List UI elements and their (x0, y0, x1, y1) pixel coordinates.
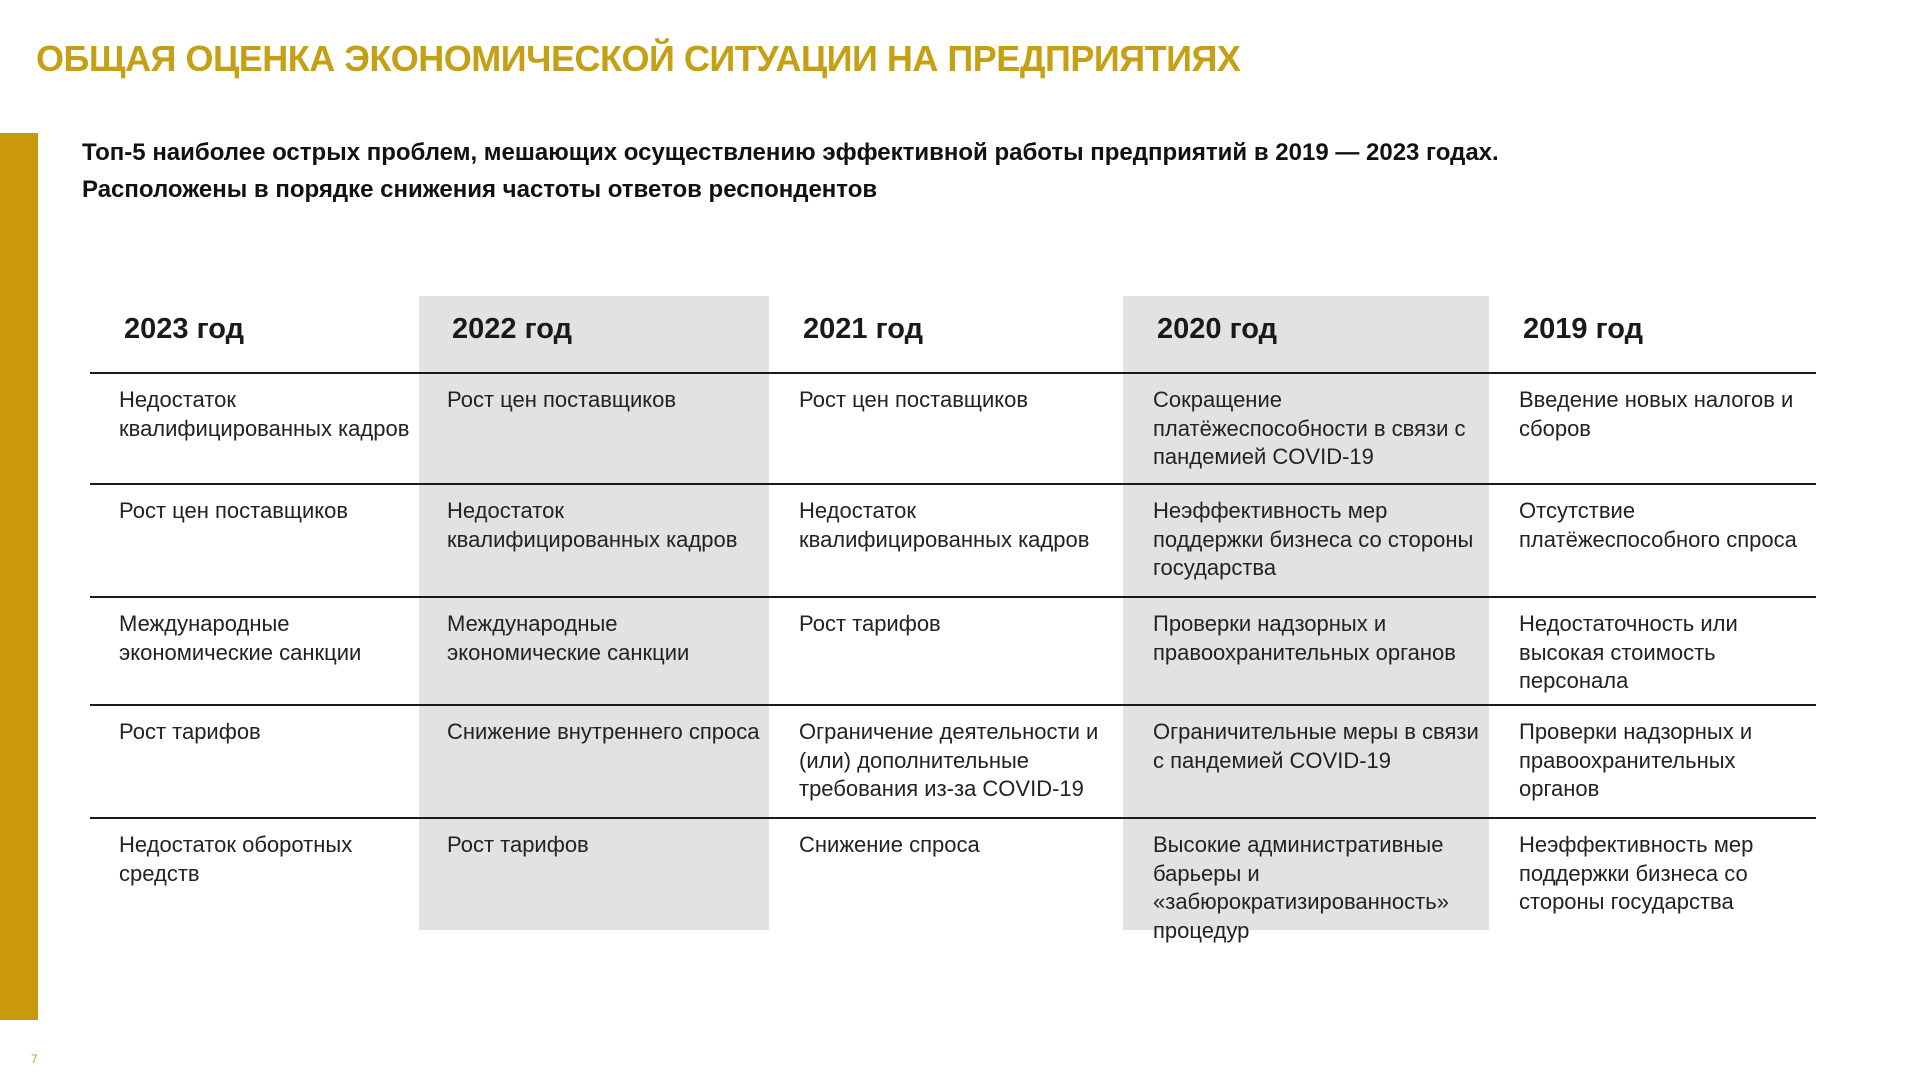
table-cell: Проверки надзорных и правоохранительных органов (1153, 611, 1456, 665)
table-cell: Ограничение деятельности и (или) дополнительные требования из-за COVID-19 (799, 719, 1099, 801)
subtitle-line-1: Топ-5 наиболее острых проблем, мешающих осуществлению эффективной работы предприятий в 2019 — 2023 годах. (82, 139, 1499, 166)
header-2019: 2019 год (1523, 313, 1644, 345)
table-cell: Рост цен поставщиков (119, 498, 349, 523)
table-cell: Недостаток оборотных средств (119, 832, 353, 886)
header-2020: 2020 год (1157, 313, 1278, 345)
table-header-row (90, 296, 1816, 374)
table-cell: Рост тарифов (119, 719, 261, 744)
table-cell: Недостаток квалифицированных кадров (799, 498, 1090, 552)
table-cell: Рост цен поставщиков (799, 387, 1029, 412)
header-2022: 2022 год (452, 313, 573, 345)
table-row (90, 485, 1816, 598)
header-2021: 2021 год (803, 313, 924, 345)
subtitle (82, 134, 1499, 208)
table-cell: Недостаток квалифицированных кадров (447, 498, 738, 552)
table-row (90, 819, 1816, 943)
table-cell: Международные экономические санкции (119, 611, 362, 665)
table-cell: Введение новых налогов и сборов (1519, 387, 1794, 441)
table-cell: Ограничительные меры в связи с пандемией COVID-19 (1153, 719, 1479, 773)
table-cell: Рост тарифов (447, 832, 589, 857)
table-cell: Высокие административные барьеры и «забюрократизированность» процедур (1153, 832, 1449, 943)
table-cell: Рост тарифов (799, 611, 941, 636)
table-cell: Международные экономические санкции (447, 611, 690, 665)
table-cell: Отсутствие платёжеспособного спроса (1519, 498, 1797, 552)
page-number: 7 (31, 1052, 38, 1066)
table-cell: Снижение спроса (799, 832, 980, 857)
page-title: ОБЩАЯ ОЦЕНКА ЭКОНОМИЧЕСКОЙ СИТУАЦИИ НА ПРЕДПРИЯТИЯХ (36, 38, 1241, 79)
accent-bar (0, 133, 38, 1020)
table-cell: Сокращение платёжеспособности в связи с пандемией COVID-19 (1153, 387, 1466, 469)
header-2023: 2023 год (124, 313, 245, 345)
subtitle-line-2: Расположены в порядке снижения частоты ответов респондентов (82, 176, 878, 203)
table-cell: Рост цен поставщиков (447, 387, 677, 412)
table-cell: Проверки надзорных и правоохранительных органов (1519, 719, 1753, 801)
table-row (90, 598, 1816, 706)
problems-table (90, 296, 1816, 943)
table-cell: Недостаточность или высокая стоимость персонала (1519, 611, 1738, 693)
table-cell: Неэффективность мер поддержки бизнеса со стороны государства (1153, 498, 1474, 580)
table-cell: Снижение внутреннего спроса (447, 719, 760, 744)
table-row (90, 706, 1816, 819)
table-row (90, 374, 1816, 485)
table-cell: Неэффективность мер поддержки бизнеса со стороны государства (1519, 832, 1754, 914)
table-cell: Недостаток квалифицированных кадров (119, 387, 410, 441)
